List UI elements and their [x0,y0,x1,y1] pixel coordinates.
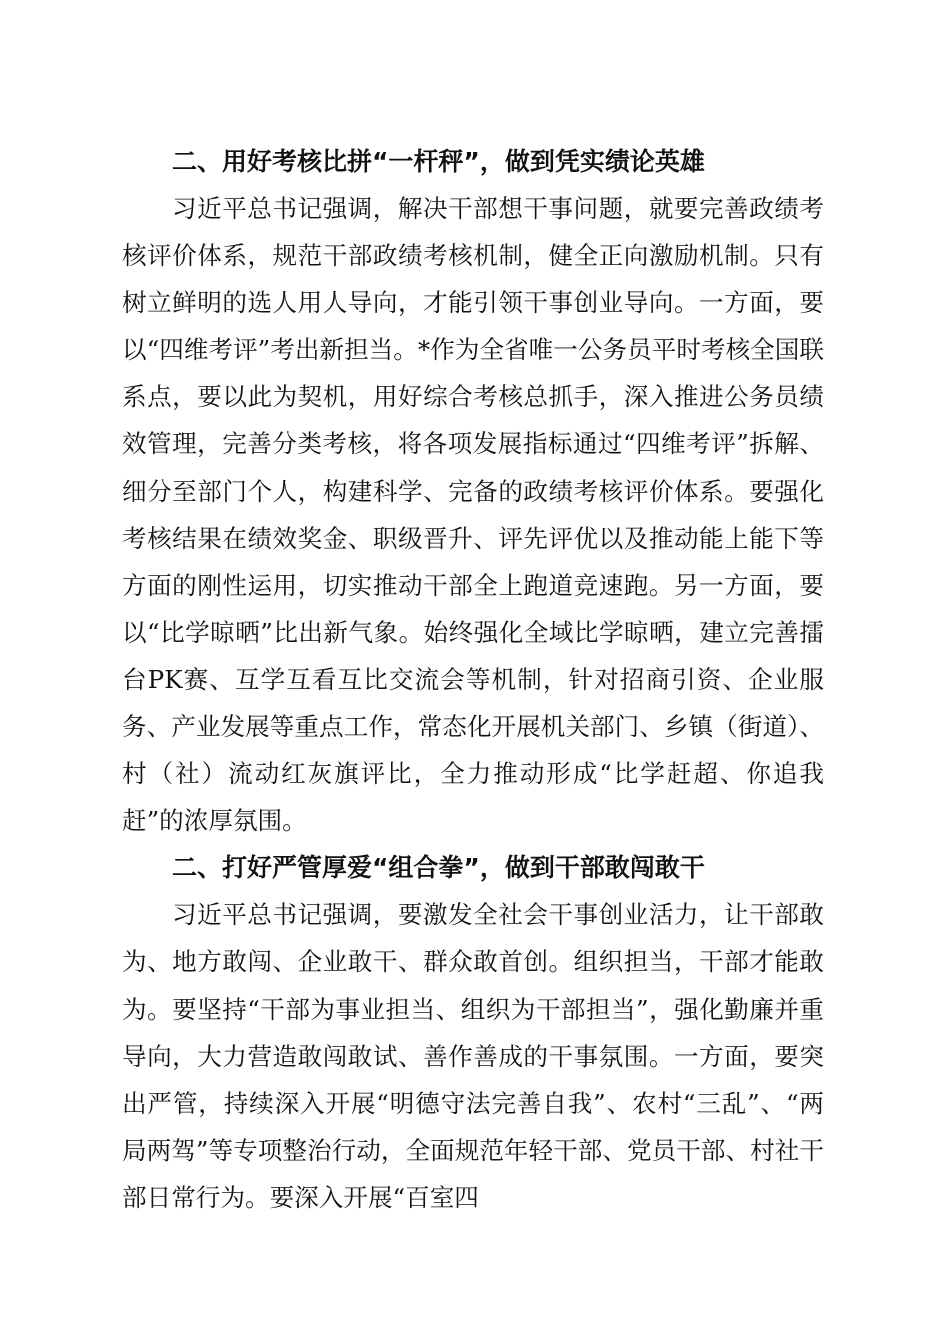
section-heading-1: 二、用好考核比拼“一杆秤”，做到凭实绩论英雄 [172,147,705,176]
section-heading-2: 二、打好严管厚爱“组合拳”，做到干部敢闯敢干 [172,853,705,883]
section-paragraph-1: 习近平总书记强调，解决干部想干事问题，就要完善政绩考核评价体系，规范干部政绩考核机制，健全正向激励机制。只有树立鲜明的选人用人导向，才能引领干事创业导向。一方面，要以“四维考评”考出新担当。*作为全省唯一公务员平时考核全国联系点，要以此为契机，用好综合考核总抓手，深入推进公务员绩效管理，完善分类考核，将各项发展指标通过“四维考评”拆解、细分至部门个人，构建科学、完备的政绩考核评价体系。要强化考核结果在绩效奖金、职级晋升、评先评优以及推动能上能下等方面的刚性运用，切实推动干部全上跑道竞速跑。另一方面，要以“比学晾晒”比出新气象。始终强化全域比学晾晒，建立完善擂台PK赛、互学互看互比交流会等机制，针对招商引资、企业服务、产业发展等重点工作，常态化开展机关部门、乡镇（街道）、村（社）流动红灰旗评比，全力推动形成“比学赶超、你追我赶”的浓厚氛围。 [122,194,824,836]
document-body [122,138,824,1221]
section-paragraph-2: 习近平总书记强调，要激发全社会干事创业活力，让干部敢为、地方敢闯、企业敢干、群众敢首创。组织担当，干部才能敢为。要坚持“干部为事业担当、组织为干部担当”，强化勤廉并重导向，大力营造敢闯敢试、善作善成的干事氛围。一方面，要突出严管，持续深入开展“明德守法完善自我”、农村“三乱”、“两局两驾”等专项整治行动，全面规范年轻干部、党员干部、村社干部日常行为。要深入开展“百室四 [122,900,824,1212]
